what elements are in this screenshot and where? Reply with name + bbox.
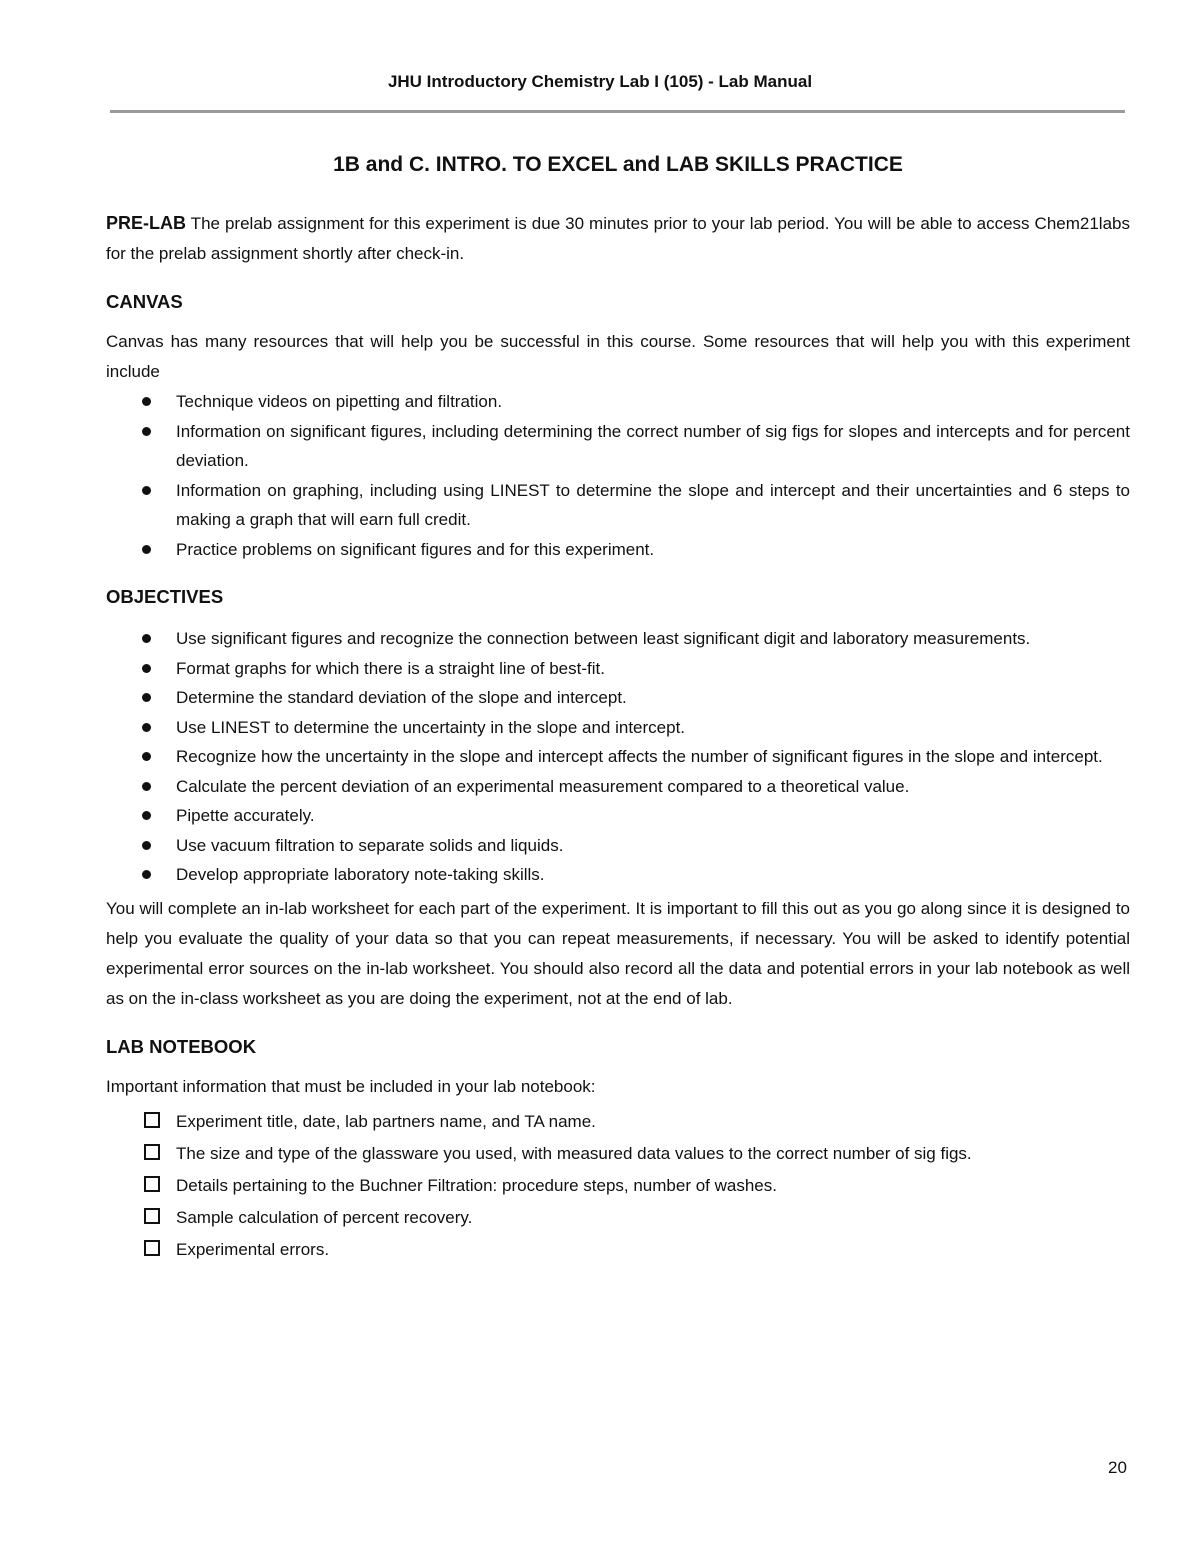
checklist-item xyxy=(106,1234,1130,1266)
objectives-heading: OBJECTIVES xyxy=(106,586,224,607)
bullet-icon xyxy=(142,427,151,436)
list-item xyxy=(106,654,1130,684)
bullet-icon xyxy=(142,634,151,643)
list-item xyxy=(106,742,1130,772)
list-item-text: Format graphs for which there is a straight line of best-fit. xyxy=(176,658,605,678)
checklist-item-text: Experimental errors. xyxy=(176,1239,330,1259)
list-item-text: Information on significant figures, including determining the correct number of sig figs for slopes and intercepts and for percent deviation. xyxy=(176,421,1130,470)
list-item-text: Recognize how the uncertainty in the slope and intercept affects the number of significant figures in the slope and intercept. xyxy=(176,747,1103,766)
bullet-icon xyxy=(142,752,151,761)
canvas-resource-list xyxy=(106,387,1130,564)
checklist-item-text: Sample calculation of percent recovery. xyxy=(176,1207,473,1227)
prelab-paragraph xyxy=(106,208,1130,269)
checkbox-icon xyxy=(144,1240,160,1256)
canvas-heading: CANVAS xyxy=(106,291,183,312)
list-item xyxy=(106,624,1130,654)
checkbox-icon xyxy=(144,1208,160,1224)
running-header: JHU Introductory Chemistry Lab I (105) - Lab Manual xyxy=(387,72,813,91)
page-title: 1B and C. INTRO. TO EXCEL and LAB SKILLS PRACTICE xyxy=(333,153,903,176)
bullet-icon xyxy=(142,486,151,495)
list-item xyxy=(106,801,1130,831)
bullet-icon xyxy=(142,693,151,702)
checkbox-icon xyxy=(144,1112,160,1128)
lab-notebook-heading: LAB NOTEBOOK xyxy=(106,1035,257,1057)
list-item-text: Pipette accurately. xyxy=(176,806,315,825)
lab-notebook-intro: Important information that must be included in your lab notebook: xyxy=(106,1076,596,1096)
list-item xyxy=(106,535,1130,565)
bullet-icon xyxy=(142,723,151,732)
bullet-icon xyxy=(142,664,151,673)
list-item xyxy=(106,683,1130,713)
list-item-text: Information on graphing, including using LINEST to determine the slope and intercept and their uncertainties and 6 steps to making a graph that will earn full credit. xyxy=(176,480,1130,529)
objectives-list xyxy=(106,624,1130,890)
list-item xyxy=(106,831,1130,861)
list-item xyxy=(106,860,1130,890)
header-divider xyxy=(110,110,1125,113)
list-item xyxy=(106,476,1130,535)
bullet-icon xyxy=(142,545,151,554)
prelab-text: The prelab assignment for this experiment is due 30 minutes prior to your lab period. You will be able to access Chem21labs for the prelab assignment shortly after check-in. xyxy=(106,214,1130,263)
list-item xyxy=(106,772,1130,802)
checklist-item xyxy=(106,1170,1130,1202)
bullet-icon xyxy=(142,397,151,406)
list-item xyxy=(106,713,1130,743)
checkbox-icon xyxy=(144,1144,160,1160)
page-number: 20 xyxy=(1108,1458,1127,1477)
list-item-text: Develop appropriate laboratory note-taking skills. xyxy=(176,865,545,884)
checklist-item xyxy=(106,1202,1130,1234)
bullet-icon xyxy=(142,782,151,791)
checkbox-icon xyxy=(144,1176,160,1192)
page-content xyxy=(106,150,1130,1266)
list-item-text: Determine the standard deviation of the slope and intercept. xyxy=(176,688,627,707)
prelab-label: PRE-LAB xyxy=(106,213,186,233)
list-item-text: Calculate the percent deviation of an experimental measurement compared to a theoretical value. xyxy=(176,776,910,796)
list-item-text: Practice problems on significant figures and for this experiment. xyxy=(176,539,655,559)
checklist-item xyxy=(106,1138,1130,1170)
checklist-item-text: Details pertaining to the Buchner Filtration: procedure steps, number of washes. xyxy=(176,1175,777,1195)
list-item xyxy=(106,417,1130,476)
worksheet-paragraph: You will complete an in-lab worksheet for each part of the experiment. It is important to fill this out as you go along since it is designed to help you evaluate the quality of your data so that you can repeat measurements, if necessary. You will be asked to identify potential experimental error sources on the in-lab worksheet. You should also record all the data and potential errors in your lab notebook as well as on the in-class worksheet as you are doing the experiment, not at the end of lab. xyxy=(106,898,1130,1008)
checklist-item xyxy=(106,1106,1130,1138)
lab-notebook-checklist xyxy=(106,1106,1130,1266)
checklist-item-text: Experiment title, date, lab partners name, and TA name. xyxy=(176,1111,596,1131)
list-item-text: Technique videos on pipetting and filtration. xyxy=(176,392,503,411)
canvas-intro: Canvas has many resources that will help you be successful in this course. Some resources that will help you with this experiment include xyxy=(106,332,1130,381)
bullet-icon xyxy=(142,811,151,820)
checklist-item-text: The size and type of the glassware you used, with measured data values to the correct number of sig figs. xyxy=(176,1143,972,1163)
list-item xyxy=(106,387,1130,417)
list-item-text: Use significant figures and recognize the connection between least significant digit and laboratory measurements. xyxy=(176,629,1031,648)
list-item-text: Use LINEST to determine the uncertainty in the slope and intercept. xyxy=(176,717,686,737)
list-item-text: Use vacuum filtration to separate solids and liquids. xyxy=(176,835,564,855)
bullet-icon xyxy=(142,841,151,850)
bullet-icon xyxy=(142,870,151,879)
